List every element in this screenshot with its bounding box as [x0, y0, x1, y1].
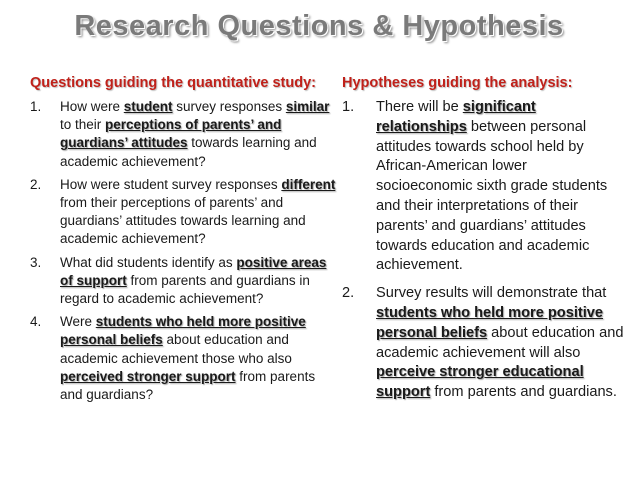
- questions-list: [30, 98, 336, 404]
- item-text: Were: [60, 314, 96, 330]
- research-questions-column: [30, 74, 336, 409]
- item-number: 3.: [30, 254, 42, 270]
- item-text: from parents and guardians.: [430, 384, 617, 401]
- emphasized-text: student: [123, 99, 173, 114]
- list-item: [342, 98, 626, 276]
- item-text: survey responses: [172, 99, 286, 114]
- item-text: about education and academic achievement will also: [376, 324, 624, 361]
- item-number: 1.: [30, 99, 42, 114]
- list-item: [30, 313, 336, 404]
- item-text: towards learning and academic achievement?: [60, 135, 317, 169]
- item-text: What did students identify as: [60, 254, 237, 270]
- hypotheses-column: [342, 74, 626, 411]
- emphasized-text: perceive stronger educational support: [376, 364, 584, 401]
- list-item: [30, 254, 336, 309]
- emphasized-text: different: [281, 176, 336, 192]
- item-number: 2.: [30, 176, 42, 192]
- item-text: How were student survey responses: [60, 176, 282, 192]
- emphasized-text: significant relationships: [376, 99, 536, 135]
- item-text: to their: [60, 117, 106, 133]
- item-number: 1.: [342, 99, 355, 115]
- item-text: between personal attitudes towards school held by African-American lower socioeconomic sixth grade students and their interpretations of their parents’ and guardians’ attitudes towards education and academic achievement.: [376, 118, 608, 274]
- list-item: [30, 98, 336, 171]
- item-text: There will be: [376, 99, 463, 115]
- emphasized-text: perceived stronger support: [60, 368, 236, 384]
- emphasized-text: students who held more positive personal beliefs: [376, 304, 604, 341]
- questions-heading: Questions guiding the quantitative study:: [30, 75, 316, 91]
- item-text: from parents and guardians in regard to academic achievement?: [60, 272, 310, 307]
- item-text: How were: [60, 99, 124, 114]
- list-item: [342, 284, 626, 403]
- item-text: from their perceptions of parents’ and guardians’ attitudes towards learning and academic achievement?: [60, 195, 306, 247]
- item-number: 4.: [30, 314, 42, 330]
- item-number: 2.: [342, 285, 355, 302]
- slide-title: Research Questions & Hypothesis: [74, 10, 564, 42]
- emphasized-text: positive areas of support: [60, 254, 327, 288]
- list-item: [30, 176, 336, 249]
- item-text: about education and academic achievement those who also: [60, 332, 292, 366]
- emphasized-text: perceptions of parents’ and guardians’ attitudes: [60, 117, 282, 151]
- item-text: from parents and guardians?: [60, 368, 316, 403]
- hypotheses-heading: Hypotheses guiding the analysis:: [342, 75, 573, 91]
- emphasized-text: students who held more positive personal beliefs: [60, 314, 306, 348]
- item-text: Survey results will demonstrate that: [376, 285, 607, 302]
- hypotheses-list: [342, 98, 626, 403]
- emphasized-text: similar: [285, 99, 330, 114]
